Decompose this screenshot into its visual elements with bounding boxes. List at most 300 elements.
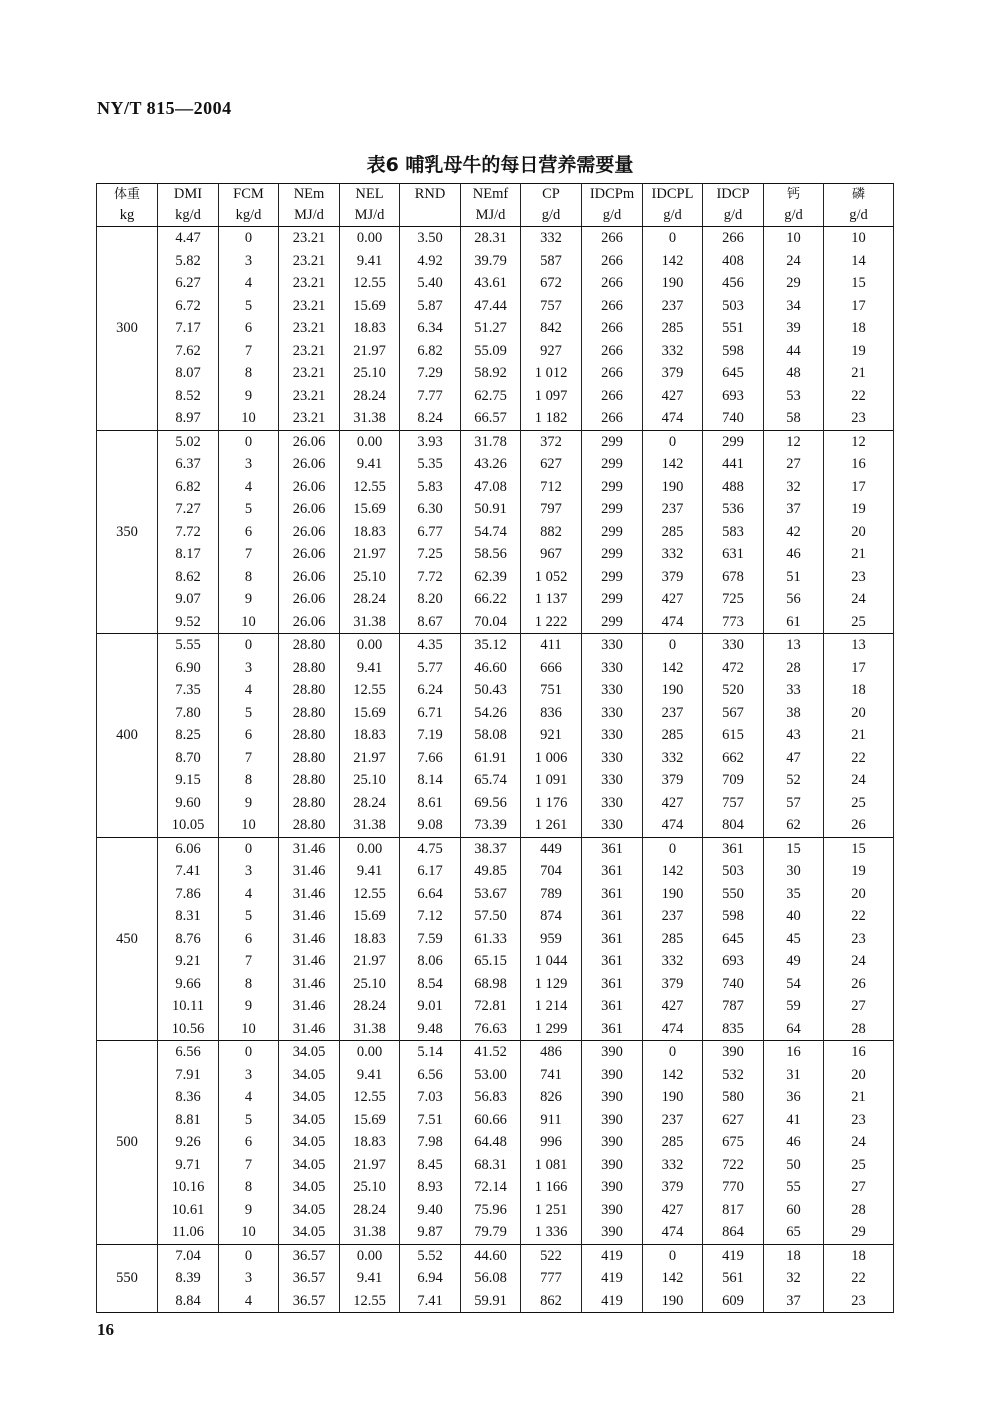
idcpl-cell: 332: [643, 950, 703, 973]
table-row: [97, 995, 894, 1018]
idcp-cell: 551: [703, 317, 764, 340]
nemf-cell: 58.56: [461, 543, 521, 566]
nel-cell: 9.41: [340, 1064, 400, 1087]
rnd-cell: 5.83: [400, 476, 461, 499]
nem-cell: 28.80: [279, 769, 340, 792]
nel-cell: 25.10: [340, 566, 400, 589]
idcpl-cell: 237: [643, 905, 703, 928]
nel-cell: 31.38: [340, 407, 400, 430]
cp-cell: 1 251: [521, 1199, 582, 1222]
cp-cell: 927: [521, 340, 582, 363]
nemf-cell: 50.43: [461, 679, 521, 702]
dmi-cell: 7.91: [158, 1064, 219, 1087]
idcpm-cell: 330: [582, 792, 643, 815]
dmi-cell: 9.71: [158, 1154, 219, 1177]
idcpl-cell: 190: [643, 476, 703, 499]
phosphorus-cell: 10: [824, 227, 894, 250]
idcpl-cell: 474: [643, 611, 703, 634]
phosphorus-cell: 14: [824, 250, 894, 273]
calcium-cell: 40: [764, 905, 824, 928]
table-row: [97, 272, 894, 295]
nemf-cell: 62.39: [461, 566, 521, 589]
nel-cell: 31.38: [340, 611, 400, 634]
dmi-cell: 9.15: [158, 769, 219, 792]
phosphorus-cell: 24: [824, 769, 894, 792]
dmi-cell: 9.52: [158, 611, 219, 634]
dmi-cell: 6.06: [158, 837, 219, 860]
phosphorus-cell: 23: [824, 407, 894, 430]
idcpm-cell: 330: [582, 634, 643, 657]
cp-cell: 874: [521, 905, 582, 928]
idcpm-cell: 330: [582, 769, 643, 792]
calcium-cell: 41: [764, 1109, 824, 1132]
dmi-cell: 9.66: [158, 973, 219, 996]
dmi-cell: 8.62: [158, 566, 219, 589]
rnd-cell: 8.61: [400, 792, 461, 815]
idcpm-cell: 361: [582, 950, 643, 973]
idcp-cell: 725: [703, 588, 764, 611]
table-row: [97, 227, 894, 250]
col-unit-cp: g/d: [521, 205, 582, 227]
rnd-cell: 5.14: [400, 1041, 461, 1064]
col-unit-calcium: g/d: [764, 205, 824, 227]
cp-cell: 704: [521, 860, 582, 883]
dmi-cell: 6.27: [158, 272, 219, 295]
cp-cell: 372: [521, 430, 582, 453]
idcp-cell: 520: [703, 679, 764, 702]
rnd-cell: 5.40: [400, 272, 461, 295]
phosphorus-cell: 24: [824, 588, 894, 611]
nemf-cell: 39.79: [461, 250, 521, 273]
nel-cell: 12.55: [340, 1086, 400, 1109]
calcium-cell: 32: [764, 476, 824, 499]
fcm-cell: 5: [219, 1109, 279, 1132]
dmi-cell: 6.37: [158, 453, 219, 476]
calcium-cell: 46: [764, 1131, 824, 1154]
dmi-cell: 8.17: [158, 543, 219, 566]
col-name-nel: NEL: [340, 184, 400, 206]
idcpl-cell: 142: [643, 657, 703, 680]
nel-cell: 0.00: [340, 634, 400, 657]
col-unit-idcpm: g/d: [582, 205, 643, 227]
dmi-cell: 7.86: [158, 883, 219, 906]
dmi-cell: 7.41: [158, 860, 219, 883]
idcp-cell: 631: [703, 543, 764, 566]
fcm-cell: 4: [219, 1086, 279, 1109]
nemf-cell: 79.79: [461, 1221, 521, 1244]
idcpl-cell: 474: [643, 814, 703, 837]
rnd-cell: 3.50: [400, 227, 461, 250]
dmi-cell: 11.06: [158, 1221, 219, 1244]
col-name-dmi: DMI: [158, 184, 219, 206]
cp-cell: 1 006: [521, 747, 582, 770]
table-row: [97, 860, 894, 883]
fcm-cell: 0: [219, 430, 279, 453]
fcm-cell: 6: [219, 928, 279, 951]
idcp-cell: 532: [703, 1064, 764, 1087]
cp-cell: 1 336: [521, 1221, 582, 1244]
calcium-cell: 44: [764, 340, 824, 363]
cp-cell: 789: [521, 883, 582, 906]
cp-cell: 522: [521, 1244, 582, 1267]
nel-cell: 15.69: [340, 498, 400, 521]
idcpl-cell: 285: [643, 928, 703, 951]
fcm-cell: 3: [219, 657, 279, 680]
nemf-cell: 44.60: [461, 1244, 521, 1267]
fcm-cell: 7: [219, 340, 279, 363]
dmi-cell: 10.56: [158, 1018, 219, 1041]
table-row: [97, 973, 894, 996]
cp-cell: 449: [521, 837, 582, 860]
nemf-cell: 68.31: [461, 1154, 521, 1177]
idcpm-cell: 299: [582, 521, 643, 544]
nel-cell: 25.10: [340, 769, 400, 792]
nem-cell: 26.06: [279, 543, 340, 566]
col-name-phosphorus: 磷: [824, 184, 894, 206]
idcpm-cell: 390: [582, 1041, 643, 1064]
phosphorus-cell: 23: [824, 1290, 894, 1313]
rnd-cell: 6.34: [400, 317, 461, 340]
calcium-cell: 31: [764, 1064, 824, 1087]
idcpm-cell: 390: [582, 1221, 643, 1244]
nem-cell: 34.05: [279, 1176, 340, 1199]
cp-cell: 967: [521, 543, 582, 566]
dmi-cell: 7.72: [158, 521, 219, 544]
col-unit-nel: MJ/d: [340, 205, 400, 227]
phosphorus-cell: 24: [824, 1131, 894, 1154]
idcpm-cell: 266: [582, 317, 643, 340]
idcp-cell: 330: [703, 634, 764, 657]
col-name-idcpm: IDCPm: [582, 184, 643, 206]
idcpl-cell: 379: [643, 362, 703, 385]
table-row: [97, 814, 894, 837]
fcm-cell: 4: [219, 679, 279, 702]
cp-cell: 996: [521, 1131, 582, 1154]
col-unit-idcp: g/d: [703, 205, 764, 227]
idcpm-cell: 330: [582, 657, 643, 680]
idcp-cell: 645: [703, 928, 764, 951]
nel-cell: 15.69: [340, 295, 400, 318]
idcpl-cell: 379: [643, 566, 703, 589]
idcpl-cell: 285: [643, 317, 703, 340]
nemf-cell: 38.37: [461, 837, 521, 860]
idcp-cell: 757: [703, 792, 764, 815]
phosphorus-cell: 25: [824, 792, 894, 815]
dmi-cell: 9.60: [158, 792, 219, 815]
idcp-cell: 675: [703, 1131, 764, 1154]
fcm-cell: 6: [219, 521, 279, 544]
nel-cell: 12.55: [340, 679, 400, 702]
nel-cell: 18.83: [340, 1131, 400, 1154]
fcm-cell: 10: [219, 611, 279, 634]
table-row: [97, 747, 894, 770]
phosphorus-cell: 22: [824, 905, 894, 928]
calcium-cell: 57: [764, 792, 824, 815]
idcpl-cell: 379: [643, 973, 703, 996]
idcp-cell: 787: [703, 995, 764, 1018]
idcpl-cell: 0: [643, 837, 703, 860]
dmi-cell: 8.36: [158, 1086, 219, 1109]
table-row: [97, 476, 894, 499]
idcpl-cell: 142: [643, 1064, 703, 1087]
calcium-cell: 33: [764, 679, 824, 702]
idcpm-cell: 390: [582, 1176, 643, 1199]
phosphorus-cell: 13: [824, 634, 894, 657]
rnd-cell: 5.52: [400, 1244, 461, 1267]
table-row: [97, 792, 894, 815]
idcpm-cell: 266: [582, 272, 643, 295]
idcpl-cell: 142: [643, 250, 703, 273]
idcpl-cell: 285: [643, 1131, 703, 1154]
calcium-cell: 51: [764, 566, 824, 589]
dmi-cell: 8.70: [158, 747, 219, 770]
table-row: [97, 928, 894, 951]
nel-cell: 0.00: [340, 227, 400, 250]
calcium-cell: 30: [764, 860, 824, 883]
idcpm-cell: 299: [582, 588, 643, 611]
col-name-rnd: RND: [400, 184, 461, 206]
nel-cell: 18.83: [340, 317, 400, 340]
idcpl-cell: 142: [643, 860, 703, 883]
fcm-cell: 6: [219, 1131, 279, 1154]
nemf-cell: 69.56: [461, 792, 521, 815]
idcp-cell: 770: [703, 1176, 764, 1199]
calcium-cell: 49: [764, 950, 824, 973]
idcp-cell: 627: [703, 1109, 764, 1132]
rnd-cell: 8.14: [400, 769, 461, 792]
phosphorus-cell: 22: [824, 385, 894, 408]
dmi-cell: 7.17: [158, 317, 219, 340]
idcp-cell: 503: [703, 295, 764, 318]
idcp-cell: 693: [703, 385, 764, 408]
idcpl-cell: 332: [643, 340, 703, 363]
idcpm-cell: 299: [582, 543, 643, 566]
calcium-cell: 35: [764, 883, 824, 906]
calcium-cell: 10: [764, 227, 824, 250]
nemf-cell: 55.09: [461, 340, 521, 363]
idcpm-cell: 390: [582, 1109, 643, 1132]
nem-cell: 26.06: [279, 453, 340, 476]
idcpm-cell: 330: [582, 747, 643, 770]
nemf-cell: 56.83: [461, 1086, 521, 1109]
idcpm-cell: 330: [582, 814, 643, 837]
idcpm-cell: 330: [582, 724, 643, 747]
calcium-cell: 64: [764, 1018, 824, 1041]
dmi-cell: 5.55: [158, 634, 219, 657]
idcp-cell: 390: [703, 1041, 764, 1064]
nem-cell: 31.46: [279, 995, 340, 1018]
nemf-cell: 72.14: [461, 1176, 521, 1199]
idcpm-cell: 419: [582, 1267, 643, 1290]
table-row: [97, 883, 894, 906]
cp-cell: 1 052: [521, 566, 582, 589]
col-name-nemf: NEmf: [461, 184, 521, 206]
idcpl-cell: 190: [643, 1290, 703, 1313]
idcpl-cell: 237: [643, 702, 703, 725]
calcium-cell: 29: [764, 272, 824, 295]
idcpl-cell: 427: [643, 995, 703, 1018]
idcpm-cell: 390: [582, 1064, 643, 1087]
table-row: [97, 634, 894, 657]
nemf-cell: 58.08: [461, 724, 521, 747]
calcium-cell: 13: [764, 634, 824, 657]
idcp-cell: 456: [703, 272, 764, 295]
calcium-cell: 34: [764, 295, 824, 318]
nem-cell: 28.80: [279, 702, 340, 725]
phosphorus-cell: 24: [824, 950, 894, 973]
idcp-cell: 472: [703, 657, 764, 680]
idcp-cell: 773: [703, 611, 764, 634]
rnd-cell: 6.71: [400, 702, 461, 725]
idcpm-cell: 361: [582, 860, 643, 883]
idcp-cell: 609: [703, 1290, 764, 1313]
fcm-cell: 10: [219, 1221, 279, 1244]
header-names-row: [97, 184, 894, 206]
rnd-cell: 6.64: [400, 883, 461, 906]
idcp-cell: 693: [703, 950, 764, 973]
cp-cell: 1 012: [521, 362, 582, 385]
idcp-cell: 722: [703, 1154, 764, 1177]
calcium-cell: 39: [764, 317, 824, 340]
cp-cell: 1 129: [521, 973, 582, 996]
idcpm-cell: 266: [582, 385, 643, 408]
nel-cell: 21.97: [340, 340, 400, 363]
idcpl-cell: 142: [643, 1267, 703, 1290]
calcium-cell: 42: [764, 521, 824, 544]
nemf-cell: 57.50: [461, 905, 521, 928]
nel-cell: 15.69: [340, 1109, 400, 1132]
table-row: [97, 1041, 894, 1064]
table-row: [97, 837, 894, 860]
table-row: [97, 1131, 894, 1154]
idcp-cell: 299: [703, 430, 764, 453]
phosphorus-cell: 21: [824, 724, 894, 747]
phosphorus-cell: 23: [824, 1109, 894, 1132]
nemf-cell: 65.15: [461, 950, 521, 973]
cp-cell: 836: [521, 702, 582, 725]
idcp-cell: 804: [703, 814, 764, 837]
fcm-cell: 0: [219, 837, 279, 860]
idcp-cell: 536: [703, 498, 764, 521]
table-row: [97, 1221, 894, 1244]
nel-cell: 9.41: [340, 657, 400, 680]
table-row: [97, 702, 894, 725]
cp-cell: 797: [521, 498, 582, 521]
table-row: [97, 905, 894, 928]
idcp-cell: 441: [703, 453, 764, 476]
col-unit-fcm: kg/d: [219, 205, 279, 227]
nemf-cell: 54.26: [461, 702, 521, 725]
fcm-cell: 0: [219, 1244, 279, 1267]
phosphorus-cell: 26: [824, 973, 894, 996]
rnd-cell: 7.41: [400, 1290, 461, 1313]
nemf-cell: 51.27: [461, 317, 521, 340]
nem-cell: 36.57: [279, 1244, 340, 1267]
table-row: [97, 679, 894, 702]
col-name-fcm: FCM: [219, 184, 279, 206]
cp-cell: 1 299: [521, 1018, 582, 1041]
nel-cell: 31.38: [340, 1018, 400, 1041]
calcium-cell: 12: [764, 430, 824, 453]
table-row: [97, 407, 894, 430]
nem-cell: 28.80: [279, 814, 340, 837]
calcium-cell: 18: [764, 1244, 824, 1267]
idcpl-cell: 190: [643, 272, 703, 295]
nemf-cell: 59.91: [461, 1290, 521, 1313]
rnd-cell: 6.24: [400, 679, 461, 702]
phosphorus-cell: 18: [824, 317, 894, 340]
fcm-cell: 3: [219, 250, 279, 273]
cp-cell: 666: [521, 657, 582, 680]
rnd-cell: 7.66: [400, 747, 461, 770]
nemf-cell: 47.44: [461, 295, 521, 318]
dmi-cell: 7.04: [158, 1244, 219, 1267]
nel-cell: 12.55: [340, 883, 400, 906]
nel-cell: 25.10: [340, 1176, 400, 1199]
nemf-cell: 76.63: [461, 1018, 521, 1041]
idcpm-cell: 266: [582, 362, 643, 385]
nel-cell: 28.24: [340, 792, 400, 815]
calcium-cell: 15: [764, 837, 824, 860]
nem-cell: 31.46: [279, 973, 340, 996]
nem-cell: 36.57: [279, 1267, 340, 1290]
fcm-cell: 6: [219, 724, 279, 747]
dmi-cell: 8.76: [158, 928, 219, 951]
nel-cell: 28.24: [340, 588, 400, 611]
dmi-cell: 10.05: [158, 814, 219, 837]
nem-cell: 28.80: [279, 679, 340, 702]
idcpm-cell: 361: [582, 883, 643, 906]
idcp-cell: 408: [703, 250, 764, 273]
fcm-cell: 10: [219, 814, 279, 837]
cp-cell: 882: [521, 521, 582, 544]
fcm-cell: 7: [219, 747, 279, 770]
nem-cell: 34.05: [279, 1086, 340, 1109]
idcp-cell: 740: [703, 973, 764, 996]
rnd-cell: 9.87: [400, 1221, 461, 1244]
dmi-cell: 6.82: [158, 476, 219, 499]
fcm-cell: 4: [219, 476, 279, 499]
nem-cell: 31.46: [279, 883, 340, 906]
nemf-cell: 66.22: [461, 588, 521, 611]
dmi-cell: 7.62: [158, 340, 219, 363]
calcium-cell: 61: [764, 611, 824, 634]
nemf-cell: 64.48: [461, 1131, 521, 1154]
phosphorus-cell: 29: [824, 1221, 894, 1244]
nemf-cell: 46.60: [461, 657, 521, 680]
nem-cell: 23.21: [279, 362, 340, 385]
calcium-cell: 62: [764, 814, 824, 837]
fcm-cell: 4: [219, 883, 279, 906]
table-row: [97, 1244, 894, 1267]
idcpm-cell: 419: [582, 1290, 643, 1313]
nel-cell: 25.10: [340, 362, 400, 385]
cp-cell: 1 214: [521, 995, 582, 1018]
col-name-idcp: IDCP: [703, 184, 764, 206]
nel-cell: 31.38: [340, 814, 400, 837]
phosphorus-cell: 25: [824, 611, 894, 634]
dmi-cell: 6.72: [158, 295, 219, 318]
nem-cell: 23.21: [279, 272, 340, 295]
nemf-cell: 66.57: [461, 407, 521, 430]
table-row: [97, 1064, 894, 1087]
calcium-cell: 60: [764, 1199, 824, 1222]
idcpm-cell: 299: [582, 611, 643, 634]
nemf-cell: 53.67: [461, 883, 521, 906]
rnd-cell: 8.67: [400, 611, 461, 634]
idcpl-cell: 474: [643, 1221, 703, 1244]
cp-cell: 741: [521, 1064, 582, 1087]
